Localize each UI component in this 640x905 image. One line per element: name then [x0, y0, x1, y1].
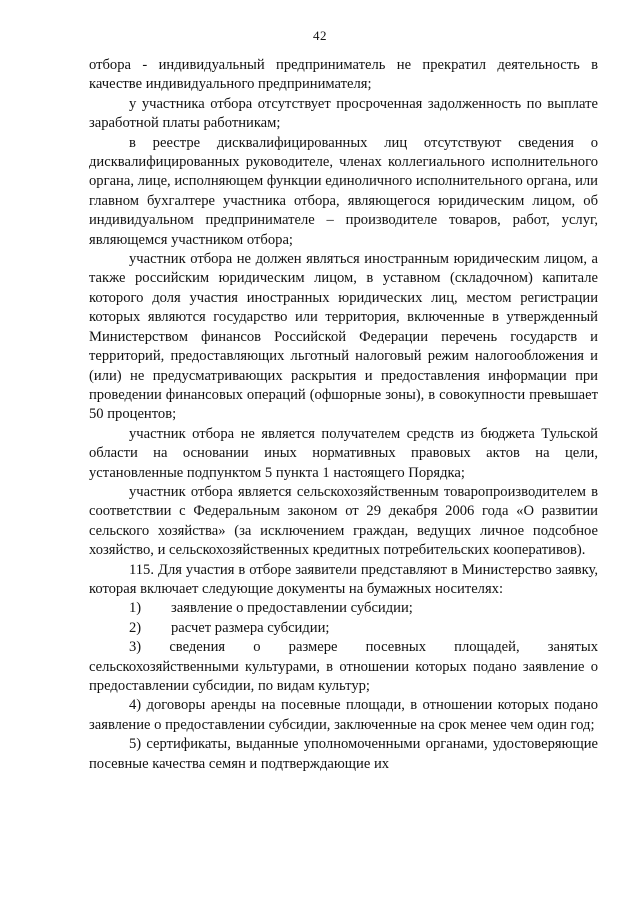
- paragraph: участник отбора является сельскохозяйственным товаропроизводителем в соответствии с Федеральным законом от 29 декабря 2006 года «О развитии сельского хозяйства» (за исключением граждан, ведущих личное подсобное хозяйство, и сельскохозяйственных кредитных потребительских кооперативов).: [89, 483, 598, 559]
- paragraph: отбора - индивидуальный предприниматель не прекратил деятельность в качестве индивидуального предпринимателя;: [89, 57, 598, 93]
- page-number: 42: [313, 28, 327, 43]
- list-number: 5): [129, 736, 142, 753]
- list-text: сведения о размере посевных площадей, занятых сельскохозяйственными культурами, в отношении которых подано заявление о предоставлении субсидии, по видам культур;: [89, 639, 598, 694]
- document-body: [89, 56, 598, 774]
- paragraph: участник отбора не должен являться иностранным юридическим лицом, а также российским юридическим лицом, в уставном (складочном) капитале которого доля участия иностранных юридических лиц, местом регистрации которых являются государство или территория, включенные в утвержденный Министерством финансов Российской Федерации перечень государств и территорий, предоставляющих льготный налоговый режим налогообложения и (или) не предусматривающих раскрытия и предоставления информации при проведении финансовых операций (офшорные зоны), в совокупности превышает 50 процентов;: [89, 251, 598, 423]
- list-text: договоры аренды на посевные площади, в отношении которых подано заявление о предоставлении субсидии, заключенные на срок менее чем один год;: [89, 697, 598, 733]
- list-item: [89, 619, 598, 638]
- paragraph: участник отбора не является получателем средств из бюджета Тульской области на основании иных нормативных правовых актов на цели, установленные подпунктом 5 пункта 1 настоящего Порядка;: [89, 425, 598, 481]
- list-item: [89, 735, 598, 774]
- list-text: сертификаты, выданные уполномоченными органами, удостоверяющие посевные качества семян и подтверждающие их: [89, 736, 599, 772]
- list-item: [89, 638, 598, 696]
- paragraph: в реестре дисквалифицированных лиц отсутствуют сведения о дисквалифицированных руководителе, членах коллегиального исполнительного органа, лице, исполняющем функции единоличного исполнительного органа, или главном бухгалтере участника отбора, являющегося юридическим лицом, об индивидуальном предпринимателе – производителе товаров, работ, услуг, являющемся участником отбора;: [89, 134, 598, 248]
- list-number: 4): [129, 697, 142, 714]
- list-text: заявление о предоставлении субсидии;: [171, 600, 413, 617]
- list-item: [89, 696, 598, 735]
- paragraph: 115. Для участия в отборе заявители представляют в Министерство заявку, которая включает следующие документы на бумажных носителях:: [89, 561, 598, 597]
- list-item: [89, 599, 598, 618]
- list-number: 3): [129, 639, 142, 656]
- paragraph: у участника отбора отсутствует просроченная задолженность по выплате заработной платы работникам;: [89, 95, 598, 132]
- list-text: расчет размера субсидии;: [171, 619, 330, 636]
- list-number: 2): [129, 619, 142, 636]
- list-number: 1): [129, 600, 142, 617]
